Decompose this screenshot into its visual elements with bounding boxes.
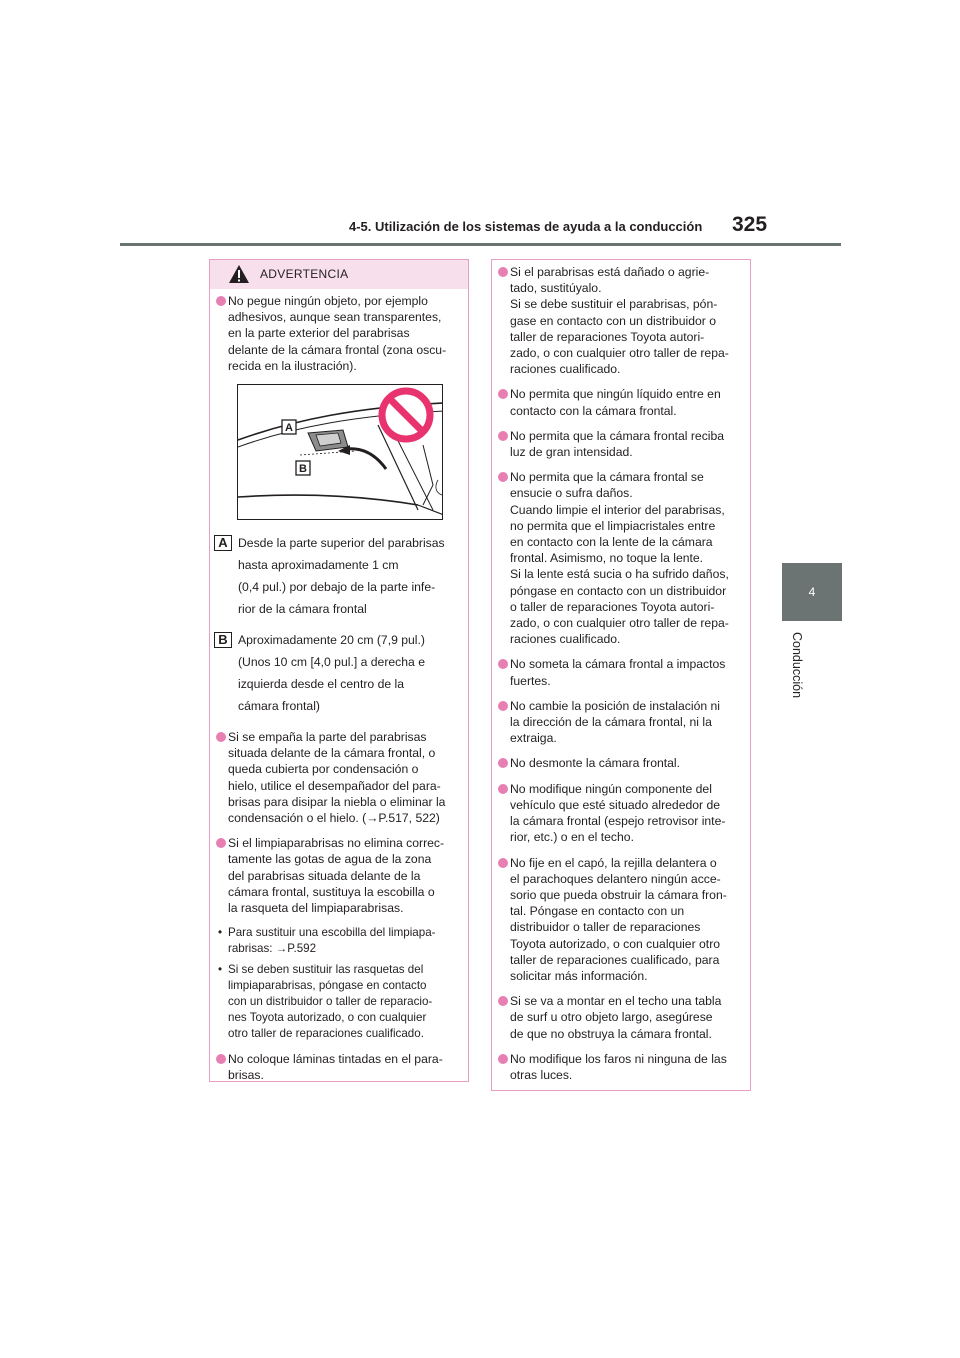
- left-list-2: [214, 729, 462, 1093]
- list-item: No someta la cámara frontal a impactos fuertes.: [496, 656, 744, 688]
- header-divider: [120, 243, 841, 246]
- sub-list-item: • Si se deben sustituir las rasquetas del limpiaparabrisas, póngase en contacto con un distribuidor o taller de reparacio- nes Toyota autorizado, o con cualquier otro taller de reparaciones cualificado.: [218, 963, 433, 1041]
- bullet-icon: [498, 267, 508, 277]
- bullet-icon: [498, 996, 508, 1006]
- sub-list-item: • Para sustituir una escobilla del limpiapa- rabrisas: →P.592: [218, 926, 436, 956]
- section-title: 4-5. Utilización de los sistemas de ayuda a la conducción: [349, 219, 703, 234]
- left-list-1: [214, 293, 462, 383]
- figure-label-b: B: [299, 463, 307, 475]
- bullet-icon: [498, 701, 508, 711]
- bullet-icon: [498, 858, 508, 868]
- bullet-icon: [498, 431, 508, 441]
- bullet-icon: [216, 1054, 226, 1064]
- bullet-icon: [498, 1054, 508, 1064]
- list-item: Si se va a montar en el techo una tabla de surf u otro objeto largo, asegúrese de que no obstruya la cámara frontal.: [496, 993, 744, 1042]
- figure-label-a: A: [285, 422, 293, 434]
- list-item: No permita que ningún líquido entre en contacto con la cámara frontal.: [496, 386, 744, 418]
- bullet-icon: [498, 389, 508, 399]
- warning-header: [210, 260, 468, 289]
- list-item: No modifique los faros ni ninguna de las otras luces.: [496, 1051, 744, 1083]
- callout-a: A Desde la parte superior del parabrisas hasta aproximadamente 1 cm (0,4 pul.) por debajo de la parte infe- rior de la cámara frontal: [214, 532, 459, 620]
- list-item: No modifique ningún componente del vehículo que esté situado alrededor de la cámara frontal (espejo retrovisor inte- rior, etc.) o en el techo.: [496, 781, 744, 846]
- list-item: Si se empaña la parte del parabrisas situada delante de la cámara frontal, o queda cubierta por condensación o hielo, utilice el desempañador del para- brisas para disipar la niebla o eliminar la condensación o el hielo. (→P.517, 522): [214, 729, 462, 826]
- bullet-icon: [498, 659, 508, 669]
- chapter-tab: 4: [782, 563, 842, 621]
- right-list: [496, 264, 744, 1092]
- warning-box-right: [491, 259, 751, 1091]
- bullet-icon: [498, 784, 508, 794]
- list-item: No fije en el capó, la rejilla delantera o el parachoques delantero ningún acce- sorio que pueda obstruir la cámara fron- tal. Póngase en contacto con un distribuidor o taller de reparaciones Toyota autorizado, o con cualquier otro taller de reparaciones cualificado, para solicitar más información.: [496, 855, 744, 985]
- callout-b: B Aproximadamente 20 cm (7,9 pul.) (Unos 10 cm [4,0 pul.] a derecha e izquierda desde el centro de la cámara frontal): [214, 629, 459, 717]
- bullet-icon: [216, 838, 226, 848]
- bullet-icon: [216, 296, 226, 306]
- warning-label: ADVERTENCIA: [260, 267, 349, 281]
- page-number: 325: [732, 213, 768, 236]
- list-item: No cambie la posición de instalación ni la dirección de la cámara frontal, ni la extraiga.: [496, 698, 744, 747]
- callout-badge-a: A: [214, 535, 232, 551]
- list-item: No pegue ningún objeto, por ejemplo adhesivos, aunque sean transparentes, en la parte exterior del parabrisas delante de la cámara frontal (zona oscu- recida en la ilustración).: [214, 293, 462, 374]
- bullet-icon: [498, 472, 508, 482]
- callout-badge-b: B: [214, 632, 232, 648]
- list-item: No coloque láminas tintadas en el para- brisas.: [214, 1051, 462, 1083]
- list-item: No permita que la cámara frontal reciba luz de gran intensidad.: [496, 428, 744, 460]
- bullet-icon: [216, 732, 226, 742]
- list-item: No desmonte la cámara frontal.: [496, 755, 744, 771]
- warning-box-left: [209, 259, 469, 1082]
- list-item: Si el limpiaparabrisas no elimina correc- tamente las gotas de agua de la zona del parabrisas situada delante de la cámara frontal, sustituya la escobilla o la rasqueta del limpiaparabrisas.: [214, 835, 462, 916]
- list-item: Si el parabrisas está dañado o agrie- tado, sustitúyalo. Si se debe sustituir el parabrisas, pón- gase en contacto con un distribuidor o taller de reparaciones Toyota autori- zado, o con cualquier otro taller de repa- raciones cualificado.: [496, 264, 744, 377]
- windshield-camera-illustration: [237, 384, 443, 520]
- illustration-svg: [238, 385, 443, 520]
- chapter-label: Conducción: [790, 632, 804, 699]
- bullet-icon: [498, 758, 508, 768]
- warning-triangle-icon: [228, 264, 250, 284]
- list-item: No permita que la cámara frontal se ensucie o sufra daños. Cuando limpie el interior del parabrisas, no permita que el limpiacristales entre en contacto con la lente de la cámara frontal. Asimismo, no toque la lente. Si la lente está sucia o ha sufrido daños, póngase en contacto con un distribuidor o taller de reparaciones Toyota autori- zado, o con cualquier otro taller de repa- raciones cualificado.: [496, 469, 744, 647]
